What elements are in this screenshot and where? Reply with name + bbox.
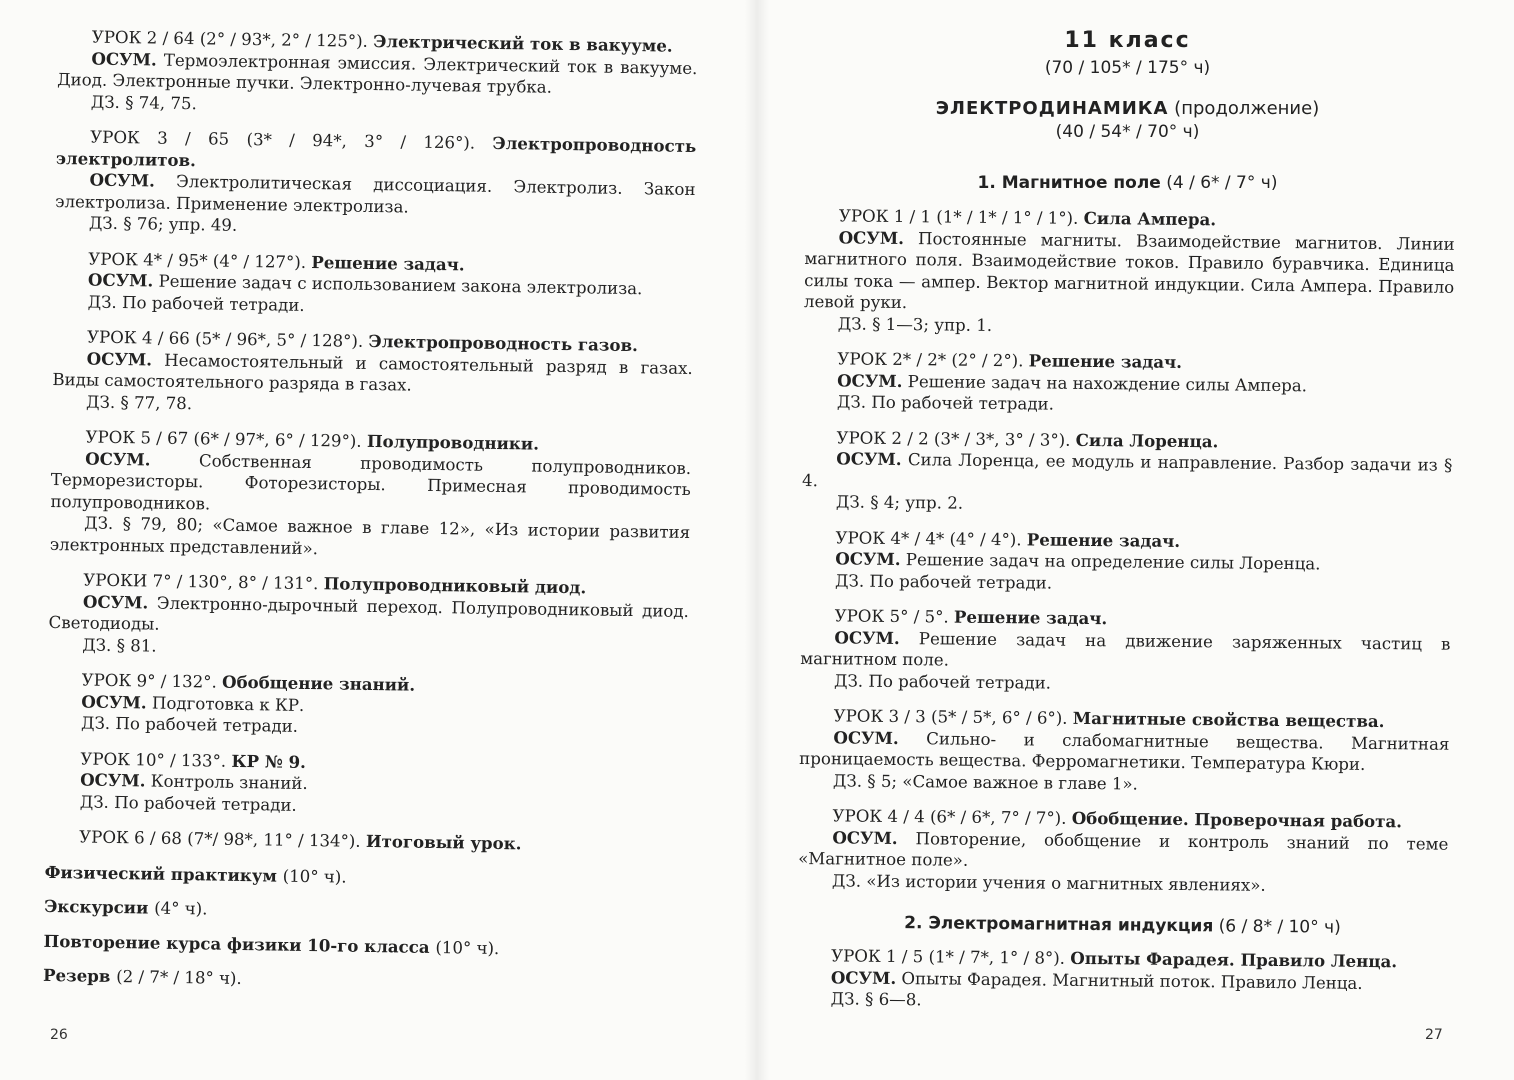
class-title: 11 класс [1064,28,1191,53]
section-hours: (40 / 54* / 70° ч) [1055,122,1200,142]
lesson-entry: УРОК 4 / 4 (6* / 6*, 7° / 7°). Обобщение. Проверочная работа. ОСУМ. Повторение, обобщение и контроль знаний по теме «Магнитное поле». ДЗ. «Из истории учения о магнитных явлениях». [798,806,1449,895]
page-number-left: 26 [50,1027,68,1043]
extra-practicum: Физический практикум (10° ч). [44,861,347,887]
lesson-entry: УРОК 1 / 1 (1* / 1* / 1° / 1°). Сила Ампера. ОСУМ. Постоянные магниты. Взаимодействие магнитов. Линии магнитного поля. Взаимодействие токов. Правило буравчика. Единица силы тока — ампер. Вектор магнитной индукции. Сила Ампера. Правило левой руки. ДЗ. § 1—3; упр. 1. [803,206,1455,335]
page-number-right: 27 [1425,1027,1443,1043]
lesson-entry: УРОК 4* / 4* (4° / 4°). Решение задач. ОСУМ. Решение задач на определение силы Лоренца. ДЗ. По рабочей тетради. [834,527,1321,593]
lesson-entry: УРОК 4 / 66 (5* / 96*, 5° / 128°). Электропроводность газов. ОСУМ. Несамостоятельный и самостоятельный разряд в газах. Виды самостоятельного разряда в газах. ДЗ. § 77, 78. [52,327,693,413]
extra-reserve: Резерв (2 / 7* / 18° ч). [42,964,242,989]
lesson-entry: УРОК 2* / 2* (2° / 2°). Решение задач. ОСУМ. Решение задач на нахождение силы Ампера. ДЗ. По рабочей тетради. [836,349,1308,414]
left-entries [43,26,698,1009]
right-page [795,0,1460,1080]
book-gutter [745,0,769,1080]
lesson-entry: УРОК 4* / 95* (4° / 127°). Решение задач. ОСУМ. Решение задач с использованием закона электролиза. ДЗ. По рабочей тетради. [87,249,643,315]
lesson-entry: УРОК 1 / 5 (1* / 7*, 1° / 8°). Опыты Фарадея. Правило Ленца. ОСУМ. Опыты Фарадея. Магнитный поток. Правило Ленца. ДЗ. § 6—8. [830,946,1398,1010]
section-title [795,98,1460,119]
class-hours: (70 / 105* / 175° ч) [1044,58,1211,78]
extra-repetition: Повторение курса физики 10-го класса (10° ч). [43,930,500,958]
right-entries [796,205,1455,1030]
extra-excursions: Экскурсии (4° ч). [44,895,208,919]
left-page [40,0,700,1080]
final-lesson: УРОК 6 / 68 (7*/ 98*, 11° / 134°). Итоговый урок. [79,827,522,854]
lesson-entry: УРОК 5 / 67 (6* / 97*, 6° / 129°). Полупроводники. ОСУМ. Собственная проводимость полупроводников. Терморезисторы. Фоторезисторы. Примесная проводимость полупроводников. ДЗ. § 79, 80; «Самое важное в главе 12», «Из истории развития электронных представлений». [49,427,692,558]
lesson-entry: УРОК 2 / 2 (3* / 3*, 3° / 3°). Сила Лоренца. ОСУМ. Сила Лоренца, ее модуль и направление. Разбор задачи из § 4. ДЗ. § 4; упр. 2. [802,427,1453,513]
lesson-entry: УРОКИ 7° / 130°, 8° / 131°. Полупроводниковый диод. ОСУМ. Электронно-дырочный переход. Полупроводниковый диод. Светодиоды. ДЗ. § 81. [48,570,690,656]
section-title-text: ЭЛЕКТРОДИНАМИКА [935,98,1169,119]
lesson-entry: УРОК 3 / 3 (5* / 5*, 6° / 6°). Магнитные свойства вещества. ОСУМ. Сильно- и слабомагнитные вещества. Магнитная проницаемость вещества. Ферромагнетики. Температура Кюри. ДЗ. § 5; «Самое важное в главе 1». [799,706,1450,794]
subsection-magnetic-field: 1. Магнитное поле (4 / 6* / 7° ч) [977,173,1278,193]
lesson-entry: УРОК 3 / 65 (3* / 94*, 3° / 126°). Электропроводность электролитов. ОСУМ. Электролитическая диссоциация. Электролиз. Закон электролиза. Применение электролиза. ДЗ. § 76; упр. 49. [55,127,697,235]
lesson-entry: УРОК 2 / 64 (2° / 93*, 2° / 125°). Электрический ток в вакууме. ОСУМ. Термоэлектронная эмиссия. Электрический ток в вакууме. Диод. Электронные пучки. Электронно-лучевая трубка. ДЗ. § 74, 75. [57,27,698,113]
subsection-em-induction: 2. Электромагнитная индукция (6 / 8* / 10° ч) [904,913,1341,938]
section-note: (продолжение) [1174,98,1320,119]
lesson-entry: УРОК 10° / 133°. КР № 9. ОСУМ. Контроль знаний. ДЗ. По рабочей тетради. [79,748,308,815]
lesson-entry: УРОК 9° / 132°. Обобщение знаний. ОСУМ. Подготовка к КР. ДЗ. По рабочей тетради. [80,670,416,736]
lesson-entry: УРОК 5° / 5°. Решение задач. ОСУМ. Решение задач на движение заряженных частиц в магнитном поле. ДЗ. По рабочей тетради. [800,606,1451,693]
